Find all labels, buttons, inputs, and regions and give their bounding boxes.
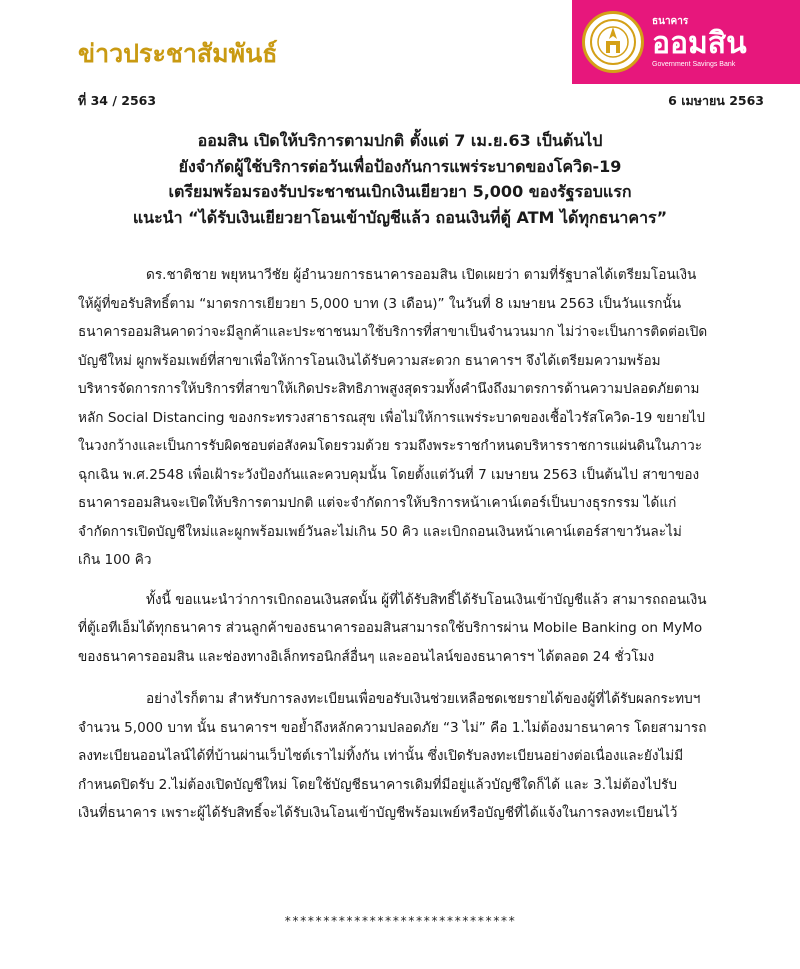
- paragraph-line: จำกัดการเปิดบัญชีใหม่และผูกพร้อมเพย์วันละไม่เกิน 50 คิว และเบิกถอนเงินหน้าเคาน์เตอร์สาขาวันละไม่: [78, 523, 682, 540]
- paragraph-line: เกิน 100 คิว: [78, 552, 152, 568]
- paragraph-line: ธนาคารออมสินคาดว่าจะมีลูกค้าและประชาชนมาใช้บริการที่สาขาเป็นจำนวนมาก ไม่ว่าจะเป็นการติดต่อเปิด: [78, 324, 708, 340]
- logo-small-text: ธนาคาร: [652, 15, 689, 27]
- paragraph-line: ธนาคารออมสินจะเปิดให้บริการตามปกติ แต่จะจำกัดการให้บริการหน้าเคาน์เตอร์เป็นบางธุรกรรม ได้แก่: [78, 495, 677, 511]
- paragraph: [78, 586, 768, 672]
- paragraph: [78, 685, 768, 828]
- seal-icon: [582, 11, 644, 73]
- bank-logo: [572, 0, 800, 84]
- headline: [40, 128, 760, 230]
- paragraph-line: ของธนาคารออมสิน และช่องทางอิเล็กทรอนิกส์อื่นๆ และออนไลน์ของธนาคารฯ ได้ตลอด 24 ชั่วโมง: [78, 648, 655, 665]
- headline-line: ออมสิน เปิดให้บริการตามปกติ ตั้งแต่ 7 เม.ย.63 เป็นต้นไป: [197, 131, 603, 150]
- paragraph-line: ดร.ชาติชาย พยุหนาวีชัย ผู้อำนวยการธนาคารออมสิน เปิดเผยว่า ตามที่รัฐบาลได้เตรียมโอนเงิน: [146, 267, 697, 283]
- paragraph: [78, 261, 768, 575]
- logo-name-en: Government Savings Bank: [652, 60, 736, 68]
- paragraph-line: ให้ผู้ที่ขอรับสิทธิ์ตาม “มาตรการเยียวยา 5,000 บาท (3 เดือน)” ในวันที่ 8 เมษายน 2563 เป็นวันแรกนั้น: [78, 295, 682, 312]
- paragraph-line: ที่ตู้เอทีเอ็มได้ทุกธนาคาร ส่วนลูกค้าของธนาคารออมสินสามารถใช้บริการผ่าน Mobile Banking on MyMo: [78, 620, 703, 636]
- headline-line: ยังจำกัดผู้ใช้บริการต่อวันเพื่อป้องกันการแพร่ระบาดของโควิด-19: [178, 156, 622, 176]
- paragraph-line: ทั้งนี้ ขอแนะนำว่าการเบิกถอนเงินสดนั้น ผู้ที่ได้รับสิทธิ์ได้รับโอนเงินเข้าบัญชีแล้ว สามารถถอนเงิน: [146, 591, 707, 608]
- page-title: ข่าวประชาสัมพันธ์: [78, 39, 278, 68]
- reference-number: ที่ 34 / 2563: [78, 93, 157, 108]
- paragraph-line: บริหารจัดการการให้บริการที่สาขาให้เกิดประสิทธิภาพสูงสุดรวมทั้งคำนึงถึงมาตรการด้านความปลอดภัยตาม: [78, 381, 700, 397]
- logo-name: ออมสิน: [652, 25, 747, 61]
- paragraph-line: จำนวน 5,000 บาท นั้น ธนาคารฯ ขอย้ำถึงหลักความปลอดภัย “3 ไม่” คือ 1.ไม่ต้องมาธนาคาร โดยสามารถ: [78, 719, 707, 736]
- paragraph-line: ลงทะเบียนออนไลน์ได้ที่บ้านผ่านเว็บไซต์เราไม่ทิ้งกัน เท่านั้น ซึ่งเปิดรับลงทะเบียนอย่างต่อเนื่องและยังไม่มี: [78, 748, 684, 764]
- paragraph-line: ในวงกว้างและเป็นการรับผิดชอบต่อสังคมโดยรวมด้วย รวมถึงพระราชกำหนดบริหารราชการแผ่นดินในภาวะ: [78, 438, 703, 454]
- document-date: 6 เมษายน 2563: [668, 93, 764, 108]
- paragraph-line: เงินที่ธนาคาร เพราะผู้ได้รับสิทธิ์จะได้รับเงินโอนเข้าบัญชีพร้อมเพย์หรือบัญชีที่ได้แจ้งในการลงทะเบียนไว้: [78, 805, 678, 821]
- headline-line: แนะนำ “ได้รับเงินเยียวยาโอนเข้าบัญชีแล้ว ถอนเงินที่ตู้ ATM ได้ทุกธนาคาร”: [132, 207, 668, 227]
- paragraph-line: ฉุกเฉิน พ.ศ.2548 เพื่อเฝ้าระวังป้องกันและควบคุมนั้น โดยตั้งแต่วันที่ 7 เมษายน 2563 เป็นต้นไป สาขาของ: [78, 466, 700, 483]
- paragraph-line: หลัก Social Distancing ของกระทรวงสาธารณสุข เพื่อไม่ให้การแพร่ระบาดของเชื้อไวรัสโควิด-19 ขยายไป: [78, 409, 705, 426]
- article-body: [78, 261, 768, 828]
- end-separator: ******************************: [284, 914, 516, 928]
- headline-line: เตรียมพร้อมรองรับประชาชนเบิกเงินเยียวยา 5,000 ของรัฐรอบแรก: [168, 182, 632, 201]
- paragraph-line: กำหนดปิดรับ 2.ไม่ต้องเปิดบัญชีใหม่ โดยใช้บัญชีธนาคารเดิมที่มีอยู่แล้วบัญชีใดก็ได้ และ 3.ไม่ต้องไปรับ: [78, 776, 677, 793]
- paragraph-line: บัญชีใหม่ ผูกพร้อมเพย์ที่สาขาเพื่อให้การโอนเงินได้รับความสะดวก ธนาคารฯ จึงได้เตรียมความพร้อม: [78, 352, 661, 369]
- paragraph-line: อย่างไรก็ตาม สำหรับการลงทะเบียนเพื่อขอรับเงินช่วยเหลือชดเชยรายได้ของผู้ที่ได้รับผลกระทบฯ: [146, 691, 701, 707]
